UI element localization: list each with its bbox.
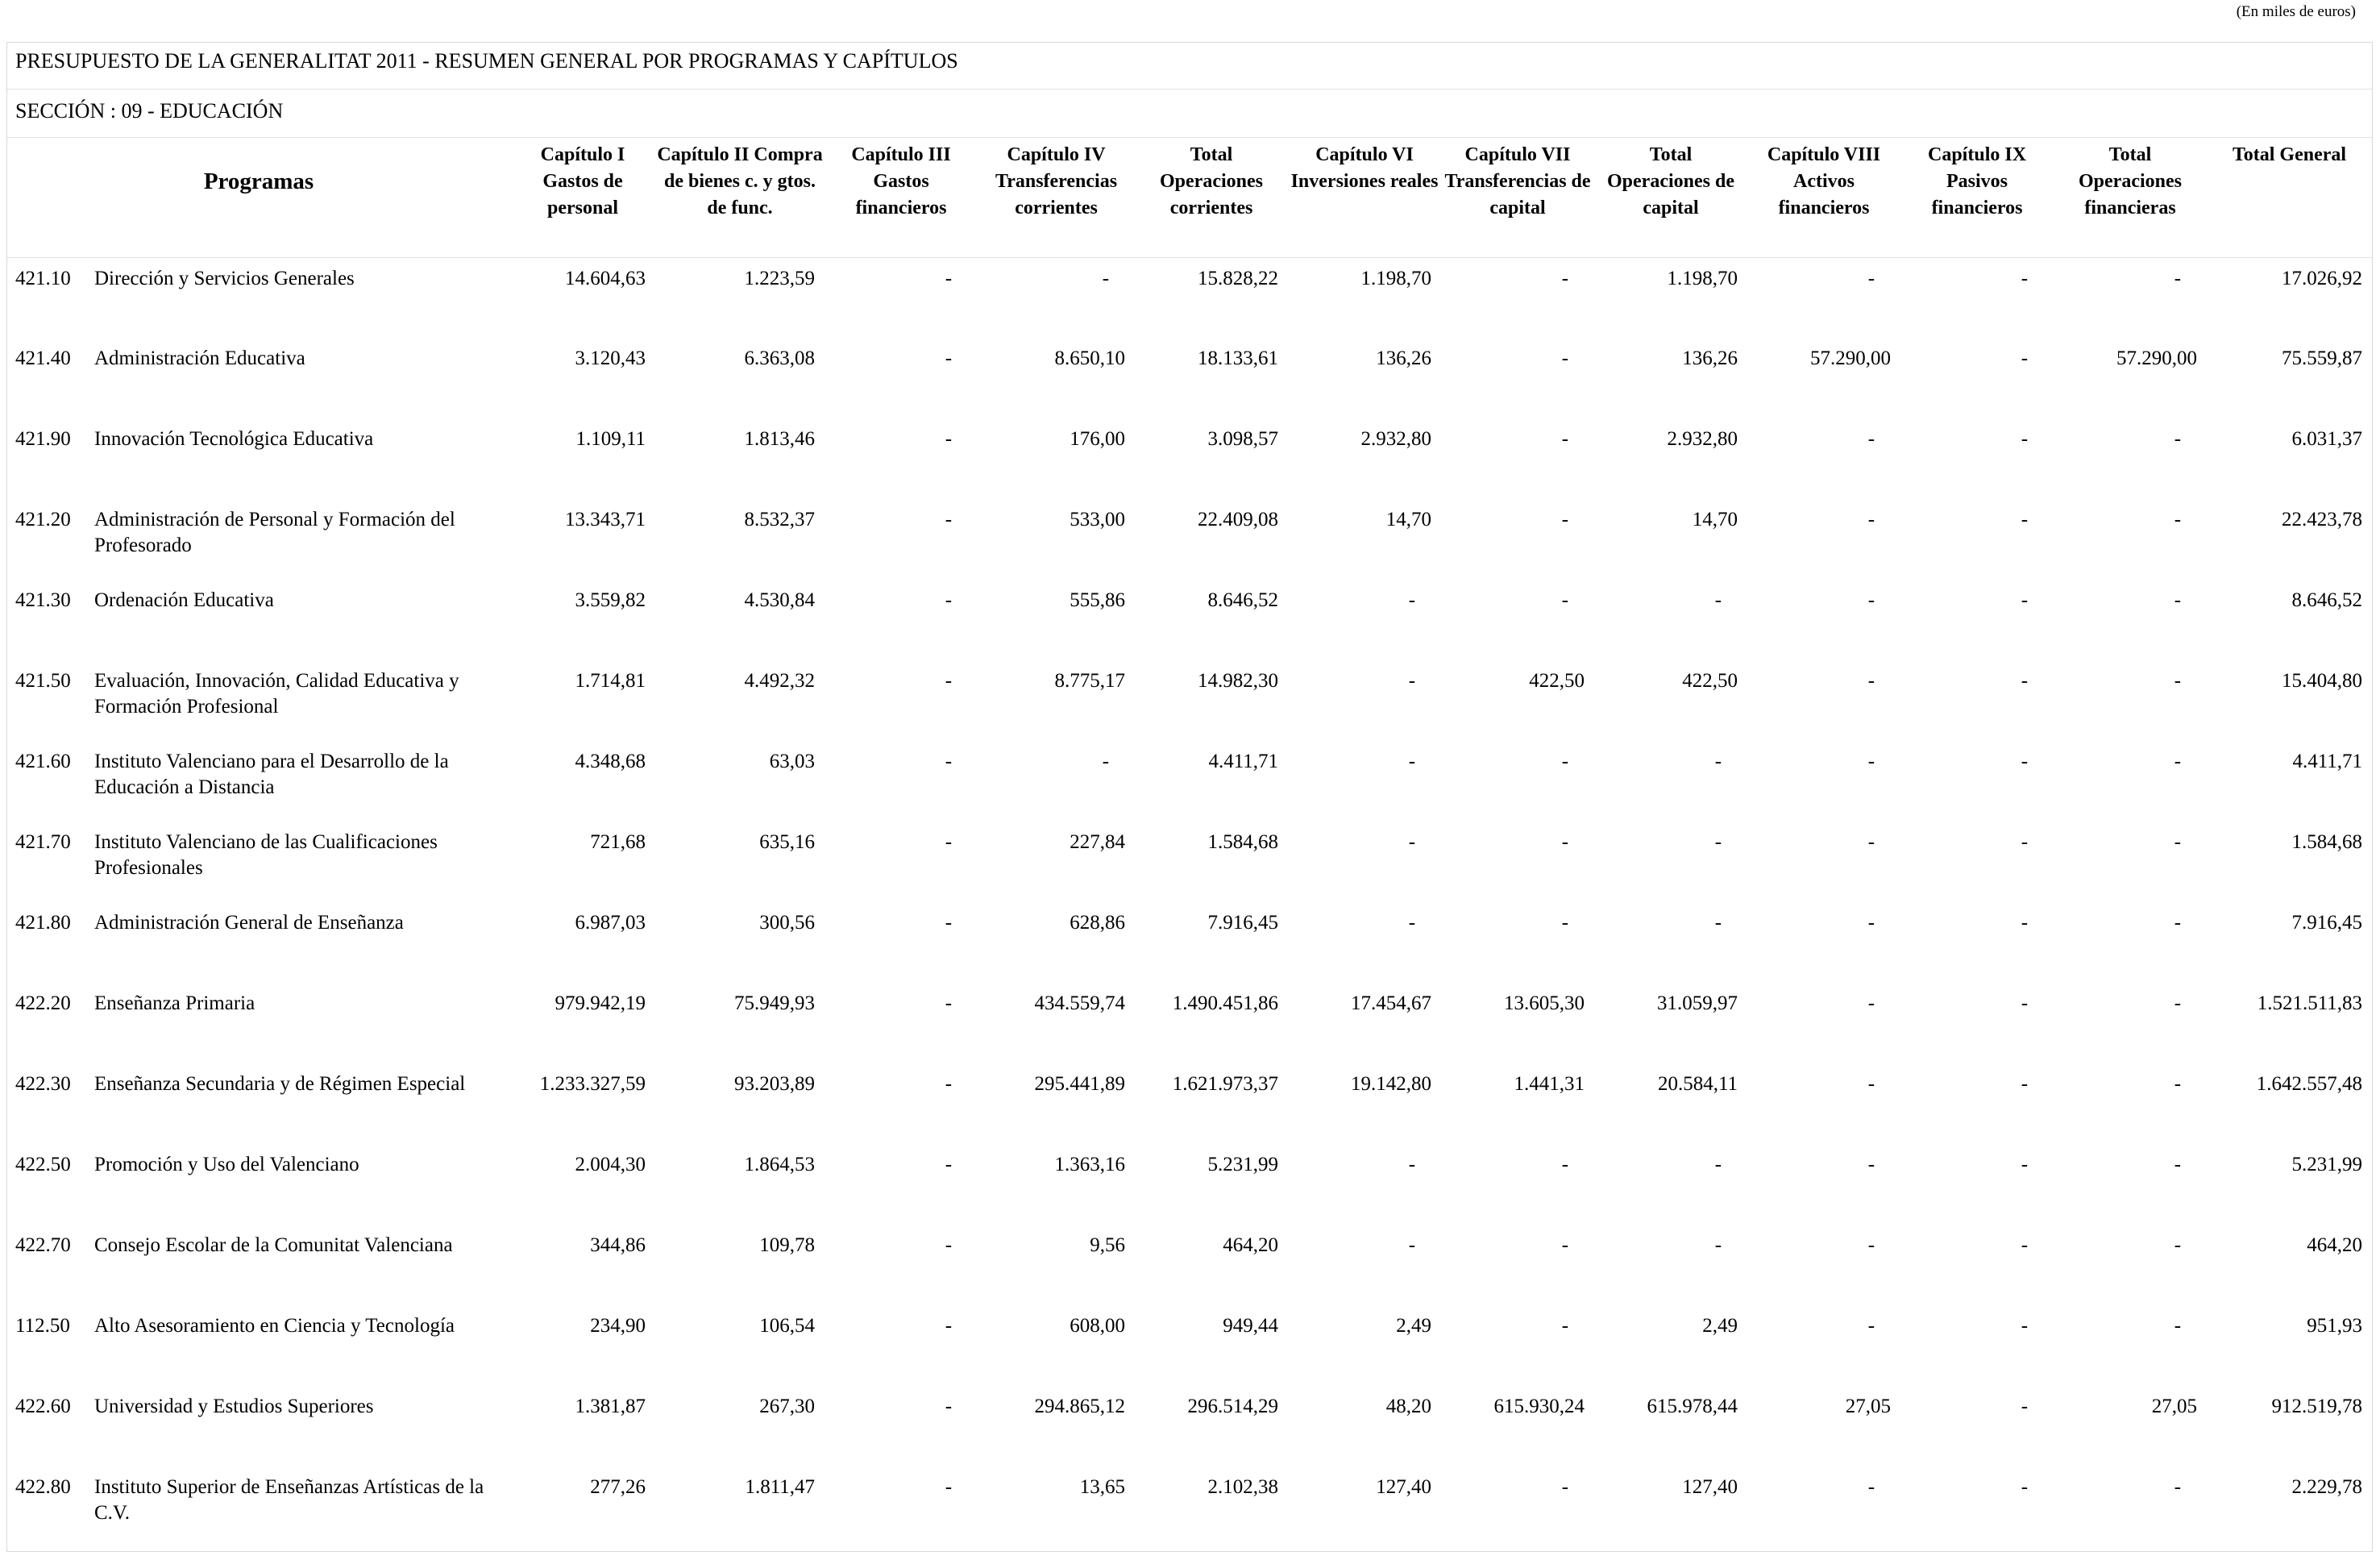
- cell-cap8: 27,05: [1845, 1396, 1892, 1417]
- cell-cap8: -: [1867, 428, 1875, 450]
- cell-cap1: 721,68: [590, 831, 646, 853]
- cell-cap8: -: [1867, 267, 1875, 289]
- cell-cap7: -: [1561, 509, 1569, 530]
- program-code: 421.90: [15, 428, 71, 450]
- cell-cap6: 14,70: [1385, 509, 1432, 530]
- cell-cap1: 2.004,30: [575, 1154, 646, 1175]
- header-cap4: Capítulo IV Transferencias corrientes: [978, 138, 1135, 257]
- cell-cap9: -: [2021, 831, 2029, 853]
- cell-cap1: 1.381,87: [575, 1396, 646, 1417]
- cell-cap4: 13,65: [1079, 1476, 1126, 1498]
- table-row: [7, 983, 2372, 1063]
- program-name: Consejo Escolar de la Comunitat Valenciana: [94, 1234, 453, 1256]
- program-code: 421.70: [15, 831, 71, 853]
- cell-cap1: 4.348,68: [575, 751, 646, 772]
- table-row: [7, 660, 2372, 741]
- cell-cap4: 533,00: [1070, 509, 1126, 530]
- cell-cap7: 615.930,24: [1493, 1396, 1585, 1417]
- cell-cap8: -: [1867, 670, 1875, 692]
- cell-cap8: -: [1867, 1073, 1875, 1095]
- cell-total-corr: 296.514,29: [1187, 1396, 1279, 1417]
- cell-cap9: -: [2021, 267, 2029, 289]
- cell-total-fin: -: [2174, 589, 2182, 611]
- cell-cap3: -: [945, 831, 953, 853]
- cell-total-corr: 14.982,30: [1198, 670, 1279, 692]
- cell-cap2: 1.864,53: [744, 1154, 816, 1175]
- cell-total-general: 6.031,37: [2291, 428, 2363, 450]
- cell-cap6: 19.142,80: [1351, 1073, 1432, 1095]
- cell-cap7: -: [1561, 1315, 1569, 1337]
- program-code: 421.80: [15, 912, 71, 934]
- cell-total-general: 464,20: [2307, 1234, 2363, 1256]
- cell-cap2: 75.949,93: [734, 992, 816, 1014]
- program-code: 421.40: [15, 347, 71, 369]
- program-name: Promoción y Uso del Valenciano: [94, 1154, 359, 1175]
- table-row: [7, 822, 2372, 902]
- cell-cap3: -: [945, 428, 953, 450]
- cell-cap9: -: [2021, 1073, 2029, 1095]
- cell-cap9: -: [2021, 347, 2029, 369]
- cell-cap8: -: [1867, 912, 1875, 934]
- cell-total-general: 4.411,71: [2292, 751, 2363, 772]
- cell-cap2: 93.203,89: [734, 1073, 816, 1095]
- program-name: Evaluación, Innovación, Calidad Educativa y Formación Profesional: [94, 670, 459, 718]
- table-header-row: [7, 138, 2372, 257]
- cell-cap6: 2,49: [1396, 1315, 1432, 1337]
- program-name: Alto Asesoramiento en Ciencia y Tecnología: [94, 1315, 455, 1337]
- header-cap8: Capítulo VIII Activos financieros: [1747, 138, 1900, 257]
- cell-total-cap: 127,40: [1682, 1476, 1738, 1498]
- cell-cap9: -: [2021, 1234, 2029, 1256]
- cell-total-corr: 4.411,71: [1208, 751, 1279, 772]
- header-cap7: Capítulo VII Transferencias de capital: [1441, 138, 1594, 257]
- table-row: [7, 499, 2372, 580]
- cell-cap6: 48,20: [1385, 1396, 1432, 1417]
- cell-cap4: 8.775,17: [1054, 670, 1126, 692]
- cell-total-fin: 57.290,00: [2116, 347, 2198, 369]
- cell-total-fin: -: [2174, 992, 2182, 1014]
- cell-total-fin: -: [2174, 267, 2182, 289]
- cell-total-fin: -: [2174, 912, 2182, 934]
- cell-cap1: 979.942,19: [555, 992, 646, 1014]
- cell-total-general: 8.646,52: [2291, 589, 2363, 611]
- program-name: Enseñanza Secundaria y de Régimen Especial: [94, 1073, 466, 1095]
- cell-cap1: 1.109,11: [575, 428, 646, 450]
- program-name: Innovación Tecnológica Educativa: [94, 428, 374, 450]
- cell-cap6: -: [1408, 912, 1416, 934]
- cell-total-fin: -: [2174, 1476, 2182, 1498]
- cell-total-fin: -: [2174, 428, 2182, 450]
- cell-total-corr: 949,44: [1223, 1315, 1279, 1337]
- cell-cap6: -: [1408, 751, 1416, 772]
- cell-cap6: 1.198,70: [1360, 267, 1432, 289]
- program-code: 422.80: [15, 1476, 71, 1498]
- cell-cap2: 1.813,46: [744, 428, 816, 450]
- cell-cap4: 227,84: [1070, 831, 1126, 853]
- cell-total-fin: -: [2174, 1234, 2182, 1256]
- cell-cap3: -: [945, 1154, 953, 1175]
- table-row: [7, 1144, 2372, 1225]
- cell-cap6: -: [1408, 1154, 1416, 1175]
- program-code: 422.60: [15, 1396, 71, 1417]
- program-name: Ordenación Educativa: [94, 589, 274, 611]
- cell-total-fin: -: [2174, 1154, 2182, 1175]
- cell-cap7: -: [1561, 751, 1569, 772]
- cell-cap9: -: [2021, 1315, 2029, 1337]
- cell-total-corr: 1.621.973,37: [1172, 1073, 1279, 1095]
- cell-cap1: 13.343,71: [565, 509, 646, 530]
- cell-cap9: -: [2021, 1154, 2029, 1175]
- cell-total-cap: -: [1714, 1234, 1722, 1256]
- cell-cap9: -: [2021, 589, 2029, 611]
- header-total-general: Total General: [2207, 138, 2372, 257]
- cell-total-corr: 7.916,45: [1207, 912, 1279, 934]
- cell-cap2: 6.363,08: [744, 347, 816, 369]
- cell-cap3: -: [945, 1234, 953, 1256]
- cell-cap8: -: [1867, 589, 1875, 611]
- cell-total-corr: 2.102,38: [1207, 1476, 1279, 1498]
- cell-total-corr: 8.646,52: [1207, 589, 1279, 611]
- header-programas: Programas: [7, 138, 510, 257]
- cell-cap9: -: [2021, 670, 2029, 692]
- program-name: Instituto Superior de Enseñanzas Artísticas de la C.V.: [94, 1476, 484, 1524]
- cell-total-corr: 22.409,08: [1198, 509, 1279, 530]
- cell-cap7: 13.605,30: [1504, 992, 1585, 1014]
- cell-total-general: 22.423,78: [2282, 509, 2363, 530]
- cell-cap7: -: [1561, 428, 1569, 450]
- program-name: Universidad y Estudios Superiores: [94, 1396, 374, 1417]
- cell-cap4: 8.650,10: [1054, 347, 1126, 369]
- cell-cap4: 295.441,89: [1034, 1073, 1126, 1095]
- cell-total-corr: 18.133,61: [1198, 347, 1279, 369]
- cell-cap2: 635,16: [759, 831, 816, 853]
- cell-total-general: 912.519,78: [2271, 1396, 2363, 1417]
- cell-cap8: -: [1867, 1476, 1875, 1498]
- cell-cap7: -: [1561, 589, 1569, 611]
- cell-total-cap: -: [1714, 912, 1722, 934]
- program-code: 422.20: [15, 992, 71, 1014]
- section-title: SECCIÓN : 09 - EDUCACIÓN: [7, 89, 2372, 138]
- table-row: [7, 257, 2372, 338]
- program-name: Administración de Personal y Formación del Profesorado: [94, 509, 455, 556]
- program-code: 422.30: [15, 1073, 71, 1095]
- cell-cap1: 234,90: [590, 1315, 646, 1337]
- table-row: [7, 338, 2372, 418]
- cell-total-cap: 2.932,80: [1667, 428, 1738, 450]
- cell-cap1: 3.120,43: [575, 347, 646, 369]
- program-name: Enseñanza Primaria: [94, 992, 255, 1014]
- cell-total-cap: -: [1714, 1154, 1722, 1175]
- table-row: [7, 580, 2372, 660]
- cell-total-cap: 615.978,44: [1647, 1396, 1738, 1417]
- header-cap3: Capítulo III Gastos financieros: [824, 138, 978, 257]
- program-code: 112.50: [15, 1315, 70, 1337]
- cell-cap7: -: [1561, 1234, 1569, 1256]
- cell-cap3: -: [945, 267, 953, 289]
- cell-cap7: -: [1561, 267, 1569, 289]
- program-code: 421.50: [15, 670, 71, 692]
- report-title: PRESUPUESTO DE LA GENERALITAT 2011 - RESUMEN GENERAL POR PROGRAMAS Y CAPÍTULOS: [7, 43, 2372, 89]
- cell-cap6: 136,26: [1376, 347, 1432, 369]
- table-row: [7, 902, 2372, 983]
- cell-cap6: 127,40: [1376, 1476, 1432, 1498]
- cell-total-corr: 1.584,68: [1207, 831, 1279, 853]
- cell-total-general: 1.521.511,83: [2257, 992, 2363, 1014]
- cell-total-fin: 27,05: [2151, 1396, 2198, 1417]
- cell-cap3: -: [945, 1315, 953, 1337]
- cell-cap4: -: [1102, 751, 1110, 772]
- table-row: [7, 418, 2372, 499]
- cell-cap9: -: [2021, 509, 2029, 530]
- budget-report: [6, 42, 2373, 1552]
- unit-note: (En miles de euros): [2236, 3, 2356, 20]
- cell-total-cap: 422,50: [1682, 670, 1738, 692]
- cell-cap8: -: [1867, 1154, 1875, 1175]
- program-code: 422.50: [15, 1154, 71, 1175]
- cell-cap2: 300,56: [759, 912, 816, 934]
- table-row: [7, 741, 2372, 822]
- cell-cap3: -: [945, 912, 953, 934]
- cell-cap3: -: [945, 347, 953, 369]
- program-name: Administración Educativa: [94, 347, 305, 369]
- cell-cap8: -: [1867, 1315, 1875, 1337]
- cell-total-fin: -: [2174, 831, 2182, 853]
- cell-total-cap: 14,70: [1692, 509, 1738, 530]
- cell-cap3: -: [945, 670, 953, 692]
- header-total-capital: Total Operaciones de capital: [1594, 138, 1747, 257]
- cell-cap8: -: [1867, 992, 1875, 1014]
- cell-cap8: -: [1867, 1234, 1875, 1256]
- cell-cap1: 277,26: [590, 1476, 646, 1498]
- cell-cap2: 4.492,32: [744, 670, 816, 692]
- cell-cap2: 106,54: [759, 1315, 816, 1337]
- cell-cap7: -: [1561, 831, 1569, 853]
- table-row: [7, 1305, 2372, 1386]
- cell-cap6: -: [1408, 670, 1416, 692]
- cell-cap4: 608,00: [1070, 1315, 1126, 1337]
- cell-total-corr: 1.490.451,86: [1172, 992, 1279, 1014]
- header-total-financieras: Total Operaciones financieras: [2054, 138, 2207, 257]
- cell-cap7: -: [1561, 1154, 1569, 1175]
- cell-cap7: 422,50: [1529, 670, 1585, 692]
- cell-total-cap: 1.198,70: [1667, 267, 1738, 289]
- table-row: [7, 1466, 2372, 1549]
- cell-cap2: 109,78: [759, 1234, 816, 1256]
- cell-total-corr: 464,20: [1223, 1234, 1279, 1256]
- cell-total-fin: -: [2174, 509, 2182, 530]
- cell-cap9: -: [2021, 1476, 2029, 1498]
- program-code: 422.70: [15, 1234, 71, 1256]
- cell-total-general: 17.026,92: [2282, 267, 2363, 289]
- table-row: [7, 1063, 2372, 1144]
- cell-cap7: 1.441,31: [1514, 1073, 1585, 1095]
- cell-cap4: 176,00: [1070, 428, 1126, 450]
- cell-total-general: 2.229,78: [2291, 1476, 2363, 1498]
- cell-cap3: -: [945, 509, 953, 530]
- cell-total-general: 5.231,99: [2291, 1154, 2363, 1175]
- header-cap9: Capítulo IX Pasivos financieros: [1900, 138, 2054, 257]
- cell-cap4: -: [1102, 267, 1110, 289]
- cell-total-corr: 3.098,57: [1207, 428, 1279, 450]
- cell-cap8: -: [1867, 509, 1875, 530]
- cell-cap3: -: [945, 1476, 953, 1498]
- cell-total-general: 1.642.557,48: [2256, 1073, 2363, 1095]
- cell-cap2: 8.532,37: [744, 509, 816, 530]
- cell-cap4: 1.363,16: [1054, 1154, 1126, 1175]
- cell-total-general: 75.559,87: [2282, 347, 2363, 369]
- cell-total-general: 7.916,45: [2291, 912, 2363, 934]
- cell-cap9: -: [2021, 912, 2029, 934]
- cell-cap9: -: [2021, 992, 2029, 1014]
- cell-cap1: 344,86: [590, 1234, 646, 1256]
- cell-cap2: 1.223,59: [744, 267, 816, 289]
- budget-table: [7, 138, 2372, 1549]
- cell-total-fin: -: [2174, 1315, 2182, 1337]
- cell-cap3: -: [945, 1396, 953, 1417]
- cell-cap4: 628,86: [1070, 912, 1126, 934]
- cell-total-cap: 2,49: [1702, 1315, 1738, 1337]
- cell-total-cap: -: [1714, 751, 1722, 772]
- program-code: 421.60: [15, 751, 71, 772]
- header-total-corrientes: Total Operaciones corrientes: [1135, 138, 1288, 257]
- program-name: Administración General de Enseñanza: [94, 912, 404, 934]
- header-cap6: Capítulo VI Inversiones reales: [1288, 138, 1441, 257]
- cell-cap7: -: [1561, 1476, 1569, 1498]
- cell-cap3: -: [945, 1073, 953, 1095]
- header-cap1: Capítulo I Gastos de personal: [510, 138, 655, 257]
- cell-total-general: 15.404,80: [2282, 670, 2363, 692]
- cell-cap1: 6.987,03: [575, 912, 646, 934]
- cell-cap8: -: [1867, 751, 1875, 772]
- cell-cap4: 9,56: [1090, 1234, 1126, 1256]
- cell-cap4: 294.865,12: [1034, 1396, 1126, 1417]
- cell-cap6: -: [1408, 831, 1416, 853]
- cell-cap6: 2.932,80: [1360, 428, 1432, 450]
- cell-cap3: -: [945, 751, 953, 772]
- cell-total-fin: -: [2174, 670, 2182, 692]
- cell-cap9: -: [2021, 1396, 2029, 1417]
- cell-cap9: -: [2021, 751, 2029, 772]
- cell-total-fin: -: [2174, 751, 2182, 772]
- program-name: Instituto Valenciano para el Desarrollo de la Educación a Distancia: [94, 751, 449, 798]
- table-row: [7, 1386, 2372, 1466]
- cell-cap8: -: [1867, 831, 1875, 853]
- cell-cap2: 63,03: [769, 751, 816, 772]
- cell-total-cap: -: [1714, 831, 1722, 853]
- cell-cap1: 1.714,81: [575, 670, 646, 692]
- cell-total-cap: 31.059,97: [1657, 992, 1738, 1014]
- program-code: 421.20: [15, 509, 71, 530]
- cell-cap3: -: [945, 589, 953, 611]
- cell-cap8: 57.290,00: [1810, 347, 1892, 369]
- table-row: [7, 1225, 2372, 1305]
- cell-cap6: -: [1408, 589, 1416, 611]
- cell-cap1: 3.559,82: [575, 589, 646, 611]
- cell-cap6: 17.454,67: [1351, 992, 1432, 1014]
- cell-cap1: 1.233.327,59: [539, 1073, 646, 1095]
- cell-cap6: -: [1408, 1234, 1416, 1256]
- cell-total-cap: -: [1714, 589, 1722, 611]
- cell-total-fin: -: [2174, 1073, 2182, 1095]
- program-code: 421.10: [15, 267, 71, 289]
- cell-cap3: -: [945, 992, 953, 1014]
- cell-cap9: -: [2021, 428, 2029, 450]
- cell-cap2: 267,30: [759, 1396, 816, 1417]
- program-name: Dirección y Servicios Generales: [94, 267, 355, 289]
- cell-total-corr: 5.231,99: [1207, 1154, 1279, 1175]
- cell-cap7: -: [1561, 912, 1569, 934]
- cell-total-cap: 136,26: [1682, 347, 1738, 369]
- cell-cap4: 555,86: [1070, 589, 1126, 611]
- program-code: 421.30: [15, 589, 71, 611]
- cell-cap2: 1.811,47: [745, 1476, 816, 1498]
- cell-total-general: 951,93: [2307, 1315, 2363, 1337]
- cell-cap4: 434.559,74: [1034, 992, 1126, 1014]
- cell-total-general: 1.584,68: [2291, 831, 2363, 853]
- cell-total-cap: 20.584,11: [1657, 1073, 1738, 1095]
- cell-cap1: 14.604,63: [565, 267, 646, 289]
- cell-total-corr: 15.828,22: [1198, 267, 1279, 289]
- cell-cap2: 4.530,84: [744, 589, 816, 611]
- header-cap2: Capítulo II Compra de bienes c. y gtos. de func.: [655, 138, 824, 257]
- cell-cap7: -: [1561, 347, 1569, 369]
- program-name: Instituto Valenciano de las Cualificaciones Profesionales: [94, 831, 438, 879]
